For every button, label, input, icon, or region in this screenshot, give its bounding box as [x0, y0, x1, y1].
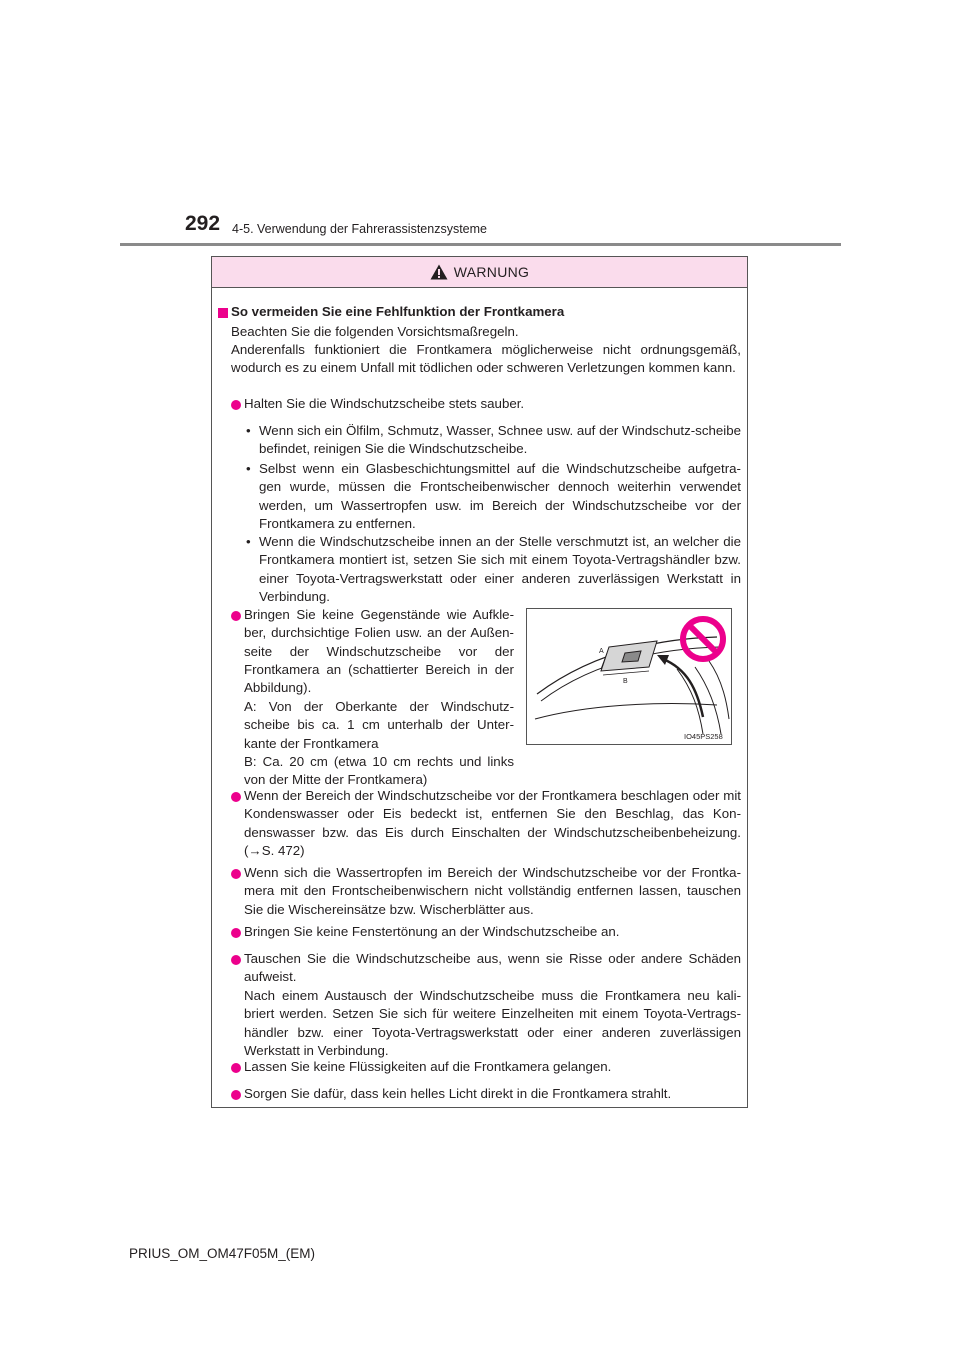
bullet-dot [231, 869, 241, 879]
bullet-6-followup: Nach einem Austausch der Windschutzscheibe muss die Frontkamera neu kali-briert werden. Setzen Sie sich für weitere Einzelheiten mit einem Toyota-Vertrags-händler bzw. einer Toyota-Vertragswerkstatt oder einer anderen zuverlässigen Werkstatt in Verbindung. [244, 988, 741, 1058]
warning-box [211, 256, 748, 1108]
bullet-dot [231, 400, 241, 410]
warning-heading: So vermeiden Sie eine Fehlfunktion der Frontkamera [231, 304, 565, 319]
section-square-bullet [218, 308, 228, 318]
figure-label-b: B [623, 678, 628, 685]
warning-header [212, 257, 747, 288]
dash-marker: • [246, 534, 251, 549]
warning-triangle-icon [430, 264, 448, 280]
dash-item-2: Selbst wenn ein Glasbeschichtungsmittel auf die Windschutzscheibe aufgetra-gen wurde, müssen die Frontscheibenwischer dennoch weiterhin verwendet werden, um Wassertropfen usw. im Bereich der Windschutzscheibe vor der Frontkamera zu entfernen. [259, 461, 741, 531]
intro-line-1: Beachten Sie die folgenden Vorsichtsmaßregeln. [231, 324, 519, 339]
bullet-5-text: Bringen Sie keine Fenstertönung an der Windschutzscheibe an. [244, 924, 620, 939]
bullet-dot [231, 928, 241, 938]
dash-item-3: Wenn die Windschutzscheibe innen an der Stelle verschmutzt ist, an welcher die Frontkamera montiert ist, setzen Sie sich mit einem Toyota-Vertragshändler bzw. einer Toyota-Vertragswerkstatt oder einer anderen zuverlässigen Werkstatt in Verbindung. [259, 534, 741, 604]
footer-doc-id: PRIUS_OM_OM47F05M_(EM) [129, 1246, 316, 1261]
bullet-dot [231, 955, 241, 965]
bullet-2-b: B: Ca. 20 cm (etwa 10 cm rechts und links von der Mitte der Frontkamera) [244, 754, 514, 788]
bullet-dot [231, 611, 241, 621]
dash-item-1: Wenn sich ein Ölfilm, Schmutz, Wasser, Schnee usw. auf der Windschutz-scheibe befindet, reinigen Sie die Windschutzscheibe. [259, 423, 741, 457]
section-title: 4-5. Verwendung der Fahrerassistenzsysteme [232, 222, 487, 236]
dash-marker: • [246, 423, 251, 438]
bullet-dot [231, 1063, 241, 1073]
bullet-dot [231, 1090, 241, 1100]
figure-code: IO45PS258 [684, 732, 723, 741]
bullet-dot [231, 792, 241, 802]
figure-label-a: A [599, 648, 604, 655]
bullet-2-a: A: Von der Oberkante der Windschutz-scheibe bis ca. 1 cm unterhalb der Unter-kante der Frontkamera [244, 699, 514, 751]
bullet-6-text: Tauschen Sie die Windschutzscheibe aus, wenn sie Risse oder andere Schäden aufweist. [244, 951, 741, 985]
warning-content [212, 288, 747, 1107]
windshield-diagram [527, 609, 731, 744]
intro-line-2: Anderenfalls funktioniert die Frontkamera möglicherweise nicht ordnungsgemäß, wodurch es zu einem Unfall mit tödlichen oder schweren Verletzungen kommen kann. [231, 342, 741, 376]
page-number: 292 [185, 212, 221, 235]
dash-marker: • [246, 461, 251, 476]
warning-title: WARNUNG [453, 264, 530, 280]
bullet-8-text: Sorgen Sie dafür, dass kein helles Licht direkt in die Frontkamera strahlt. [244, 1086, 672, 1101]
bullet-7-text: Lassen Sie keine Flüssigkeiten auf die Frontkamera gelangen. [244, 1059, 612, 1074]
bullet-3-text: Wenn der Bereich der Windschutzscheibe vor der Frontkamera beschlagen oder mit Kondenswasser oder Eis bedeckt ist, entfernen Sie den Beschlag, das Kon-denswasser bzw. das Eis durch Einschalten der Windschutzscheibenbeheizung. (→S. 472) [244, 788, 741, 858]
bullet-4-text: Wenn sich die Wassertropfen im Bereich der Windschutzscheibe vor der Frontka-mera mit den Frontscheibenwischern nicht vollständig entfernen lassen, tauschen Sie die Wischereinsätze bzw. Wischerblätter aus. [244, 865, 741, 917]
bullet-1-text: Halten Sie die Windschutzscheibe stets sauber. [244, 396, 525, 411]
header-rule [120, 243, 841, 246]
bullet-2-text: Bringen Sie keine Gegenstände wie Aufkle-ber, durchsichtige Folien usw. an der Außen-seite der Windschutzscheibe vor der Frontkamera an (schattierter Bereich in der Abbildung). [244, 607, 514, 696]
frontkamera-illustration [526, 608, 732, 745]
